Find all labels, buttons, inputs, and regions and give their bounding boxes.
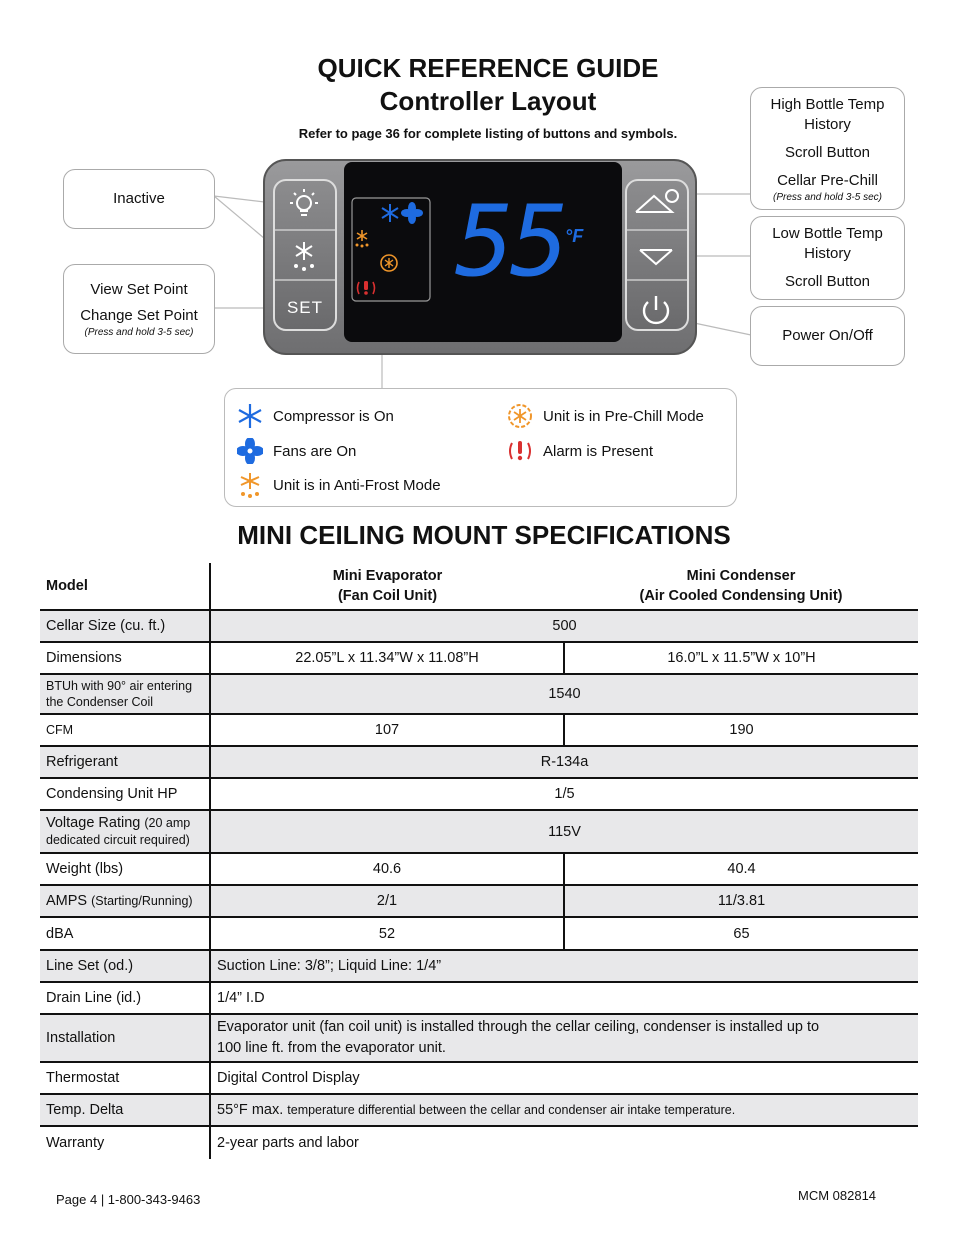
table-row <box>40 610 918 642</box>
table-row <box>40 746 918 778</box>
antifrost-icon <box>237 472 263 498</box>
low-bottle-label-2: History <box>804 245 851 262</box>
scroll-button-label-2: Scroll Button <box>784 273 871 290</box>
scroll-down-icon[interactable] <box>636 242 676 270</box>
set-point-callout <box>63 264 215 354</box>
legend-alarm-label: Alarm is Present <box>543 442 654 460</box>
legend-prechill-label: Unit is in Pre-Chill Mode <box>543 407 704 425</box>
footer-doc-code: MCM 082814 <box>798 1188 877 1203</box>
row-label: Line Set (od.) <box>40 950 210 982</box>
low-bottle-label-1: Low Bottle Temp <box>772 225 883 242</box>
cellar-prechill-label: Cellar Pre-Chill <box>777 171 878 189</box>
header-evaporator-line1: Mini Evaporator <box>332 568 443 584</box>
power-icon[interactable] <box>636 290 676 330</box>
prechill-icon <box>507 403 533 429</box>
row-label: Condensing Unit HP <box>40 778 210 810</box>
header-condenser <box>564 563 918 610</box>
header-evaporator-line2: (Fan Coil Unit) <box>337 588 438 604</box>
row-value: Digital Control Display <box>210 1062 918 1094</box>
row-label: Cellar Size (cu. ft.) <box>40 610 210 642</box>
row-value: 2/1 <box>210 885 564 917</box>
row-label <box>40 674 210 714</box>
temperature-unit: °F <box>565 226 584 246</box>
table-row <box>40 1094 918 1126</box>
row-label: Drain Line (id.) <box>40 982 210 1014</box>
row-value: 190 <box>564 714 918 746</box>
row-label: Thermostat <box>40 1062 210 1094</box>
legend-compressor <box>237 403 394 429</box>
row-value: R-134a <box>210 746 918 778</box>
low-bottle-callout <box>750 216 905 300</box>
row-value: 16.0”L x 11.5”W x 10”H <box>564 642 918 674</box>
row-label: Refrigerant <box>40 746 210 778</box>
row-label: Warranty <box>40 1126 210 1159</box>
table-row <box>40 810 918 853</box>
table-row <box>40 778 918 810</box>
install-line-2: 100 line ft. from the evaporator unit. <box>217 1040 446 1056</box>
row-value <box>210 1094 918 1126</box>
header-evaporator <box>210 563 564 610</box>
legend-prechill <box>507 403 704 429</box>
row-value: 65 <box>564 917 918 950</box>
legend-antifrost <box>237 472 441 498</box>
table-row <box>40 917 918 950</box>
indicator-panel <box>376 200 428 298</box>
install-line-1: Evaporator unit (fan coil unit) is installed through the cellar ceiling, condenser is installed up to <box>217 1019 820 1035</box>
scroll-up-icon[interactable] <box>632 184 680 220</box>
table-row <box>40 950 918 982</box>
change-set-point-note: (Press and hold 3-5 sec) <box>84 327 194 338</box>
antifrost-button-icon[interactable] <box>284 236 324 276</box>
power-label: Power On/Off <box>782 327 873 344</box>
legend-antifrost-label: Unit is in Anti-Frost Mode <box>273 476 441 494</box>
header-condenser-line2: (Air Cooled Condensing Unit) <box>639 588 843 604</box>
footer-page-phone: Page 4 | 1-800-343-9463 <box>56 1192 201 1207</box>
spec-table <box>40 563 918 1159</box>
voltage-label: Voltage Rating <box>46 814 141 831</box>
row-label: Temp. Delta <box>40 1094 210 1126</box>
amps-label: AMPS <box>46 893 88 909</box>
alarm-icon <box>507 438 533 464</box>
high-bottle-label-2: History <box>804 115 851 133</box>
voltage-label-small-2: dedicated circuit required) <box>46 832 190 847</box>
row-value: 1/5 <box>210 778 918 810</box>
amps-label-small: (Starting/Running) <box>91 894 193 908</box>
table-row <box>40 853 918 885</box>
scroll-button-label-1: Scroll Button <box>784 143 871 161</box>
legend-fans <box>237 438 356 464</box>
tempdelta-detail: temperature differential between the cellar and condenser air intake temperature. <box>287 1103 736 1117</box>
table-row <box>40 1062 918 1094</box>
legend-alarm <box>507 438 653 464</box>
prechill-indicator-icon <box>378 252 400 274</box>
row-value: 22.05”L x 11.34”W x 11.08”H <box>210 642 564 674</box>
btuh-label-1: BTUh with 90° air entering <box>46 679 193 693</box>
table-row <box>40 642 918 674</box>
row-label: Dimensions <box>40 642 210 674</box>
table-row <box>40 1126 918 1159</box>
inactive-label: Inactive <box>113 190 165 207</box>
row-value: 107 <box>210 714 564 746</box>
row-value: 11/3.81 <box>564 885 918 917</box>
row-value: 500 <box>210 610 918 642</box>
snowflake-icon <box>237 403 263 429</box>
view-set-point-label: View Set Point <box>90 281 188 298</box>
voltage-label-small-1: (20 amp <box>144 815 191 830</box>
header-condenser-line1: Mini Condenser <box>686 568 796 584</box>
row-label: Weight (lbs) <box>40 853 210 885</box>
table-row <box>40 1014 918 1062</box>
table-row <box>40 674 918 714</box>
row-value: 1540 <box>210 674 918 714</box>
table-row <box>40 714 918 746</box>
row-label <box>40 885 210 917</box>
header-model: Model <box>40 563 210 610</box>
row-value: 115V <box>210 810 918 853</box>
guide-title: QUICK REFERENCE GUIDE <box>317 53 659 83</box>
row-value: 1/4” I.D <box>210 982 918 1014</box>
row-label: CFM <box>40 714 210 746</box>
alarm-indicator-icon <box>355 278 377 298</box>
temperature-readout: 55 <box>455 185 566 299</box>
spec-title: MINI CEILING MOUNT SPECIFICATIONS <box>237 520 731 550</box>
row-value <box>210 1014 918 1062</box>
cellar-prechill-note: (Press and hold 3-5 sec) <box>773 191 882 203</box>
row-label <box>40 810 210 853</box>
antifrost-indicator-icon <box>352 228 372 248</box>
set-button[interactable]: SET <box>286 298 324 317</box>
row-label: Installation <box>40 1014 210 1062</box>
legend-compressor-label: Compressor is On <box>273 407 394 425</box>
row-value: 40.4 <box>564 853 918 885</box>
legend-fans-label: Fans are On <box>273 442 357 460</box>
guide-subtitle: Controller Layout <box>379 86 597 116</box>
btuh-label-2: the Condenser Coil <box>46 695 154 709</box>
table-row <box>40 885 918 917</box>
power-callout <box>750 306 905 366</box>
row-label: dBA <box>40 917 210 950</box>
row-value: 52 <box>210 917 564 950</box>
row-value: 40.6 <box>210 853 564 885</box>
row-value: Suction Line: 3/8”; Liquid Line: 1/4” <box>210 950 918 982</box>
change-set-point-label: Change Set Point <box>80 307 198 324</box>
row-value: 2-year parts and labor <box>210 1126 918 1159</box>
spec-header-row <box>40 563 918 610</box>
fan-icon <box>237 438 263 464</box>
inactive-callout <box>63 169 215 229</box>
high-bottle-label-1: High Bottle Temp <box>770 95 885 113</box>
tempdelta-main: 55°F max. <box>217 1102 284 1118</box>
table-row <box>40 982 918 1014</box>
symbol-legend <box>224 388 737 507</box>
high-bottle-callout <box>750 87 905 210</box>
reference-note: Refer to page 36 for complete listing of buttons and symbols. <box>298 126 678 141</box>
light-bulb-icon[interactable] <box>282 185 326 225</box>
